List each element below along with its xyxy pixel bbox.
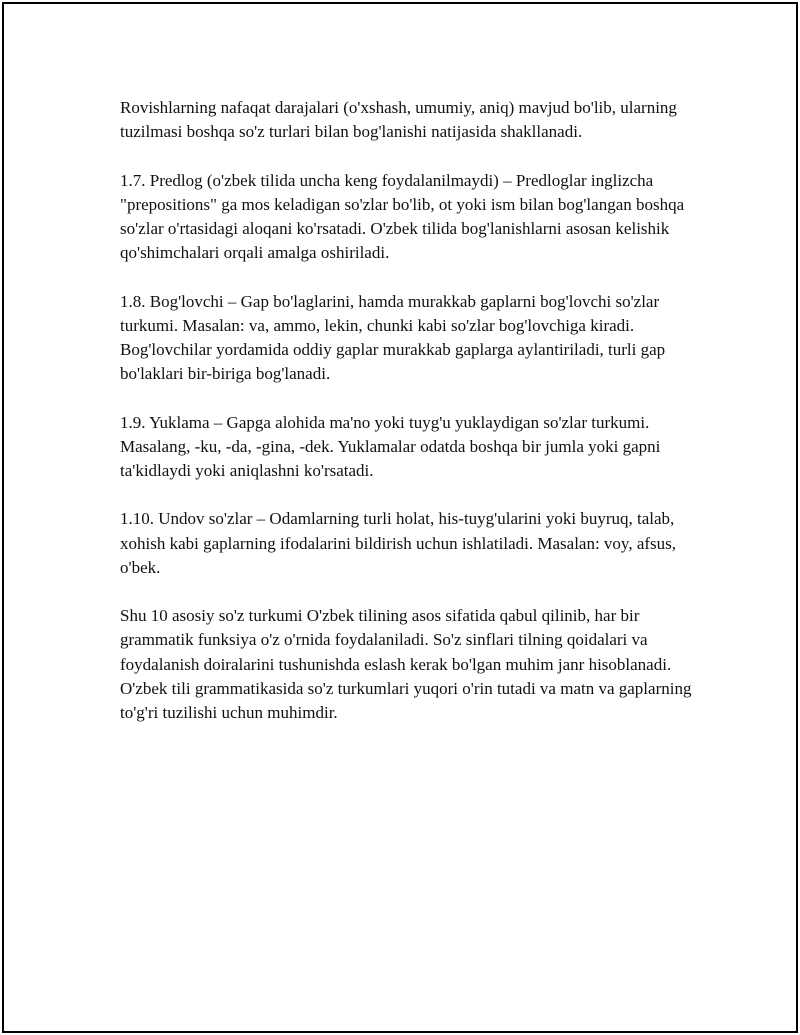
- paragraph-conclusion: Shu 10 asosiy so'z turkumi O'zbek tilining asos sifatida qabul qilinib, har bir grammatik funksiya o'z o'rnida foydalaniladi. So'z sinflari tilning qoidalari va foydalanish doiralarini tushunishda eslash kerak bo'lgan muhim janr hisoblanadi. O'zbek tili grammatikasida so'z turkumlari yuqori o'rin tutadi va matn va gaplarning to'g'ri tuzilishi uchun muhimdir.: [120, 606, 692, 722]
- document-page: [2, 2, 798, 1033]
- document-body: [120, 96, 700, 725]
- paragraph-adverbs: Rovishlarning nafaqat darajalari (o'xshash, umumiy, aniq) mavjud bo'lib, ularning tuzilmasi boshqa so'z turlari bilan bog'lanishi natijasida shakllanadi.: [120, 98, 677, 142]
- paragraph-conjunction: 1.8. Bog'lovchi – Gap bo'laglarini, hamda murakkab gaplarni bog'lovchi so'zlar turkumi. Masalan: va, ammo, lekin, chunki kabi so'zlar bog'lovchiga kiradi. Bog'lovchilar yordamida oddiy gaplar murakkab gaplarga aylantiriladi, turli gap bo'laklari bir-biriga bog'lanadi.: [120, 291, 666, 384]
- paragraph-interjection: 1.10. Undov so'zlar – Odamlarning turli holat, his-tuyg'ularini yoki buyruq, talab, xohish kabi gaplarning ifodalarini bildirish uchun ishlatiladi. Masalan: voy, afsus, o'bek.: [120, 509, 677, 577]
- paragraph-particle: 1.9. Yuklama – Gapga alohida ma'no yoki tuyg'u yuklaydigan so'zlar turkumi. Masalang, -ku, -da, -gina, -dek. Yuklamalar odatda boshqa bir jumla yoki gapni ta'kidlaydi yoki aniqlashni ko'rsatadi.: [120, 412, 661, 480]
- paragraph-preposition: 1.7. Predlog (o'zbek tilida uncha keng foydalanilmaydi) – Predloglar inglizcha "prepositions" ga mos keladigan so'zlar bo'lib, ot yoki ism bilan bog'langan boshqa so'zlar o'rtasidagi aloqani ko'rsatadi. O'zbek tilida bog'lanishlarni asosan kelishik qo'shimchalari orqali amalga oshiriladi.: [120, 170, 685, 263]
